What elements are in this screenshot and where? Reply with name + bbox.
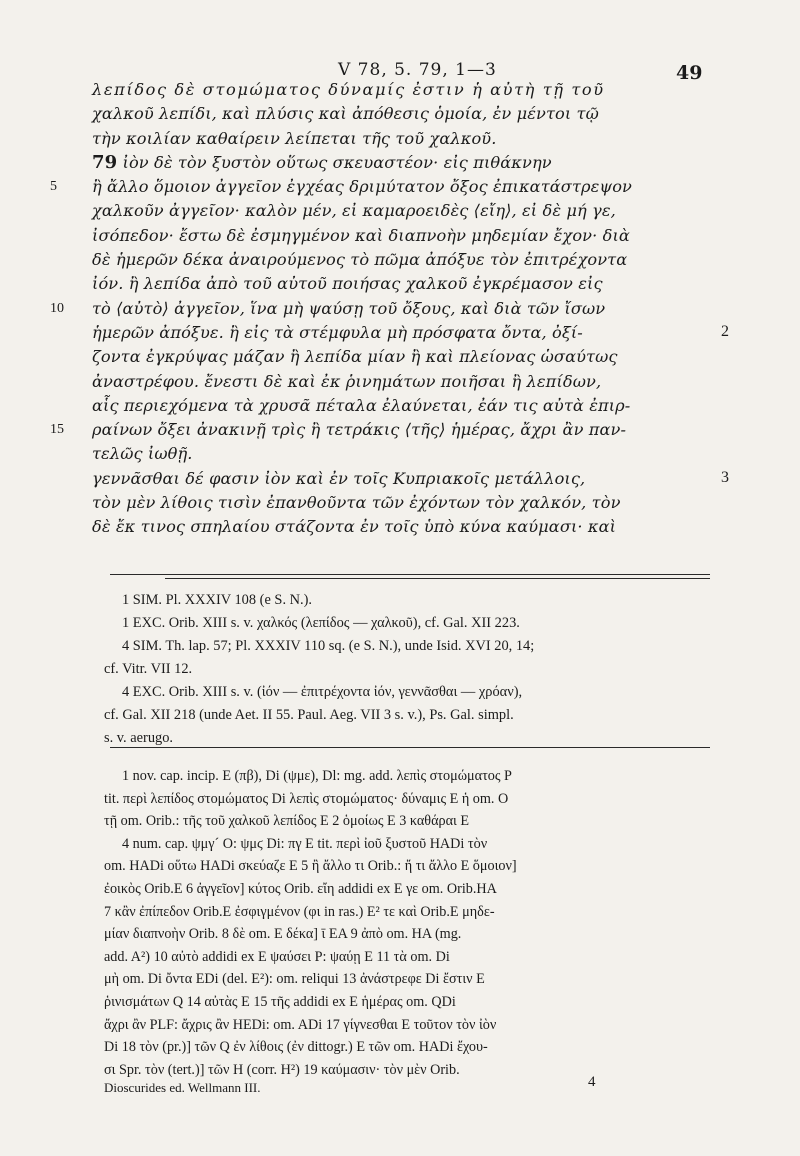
- text-line: [0, 321, 800, 345]
- greek-text: χαλκοῦ λεπίδι, καὶ πλύσις καὶ ἀπόθεσις ὁμοία, ἐν μέντοι τῷ: [92, 104, 599, 124]
- running-head: V 78, 5. 79, 1—3: [338, 60, 497, 80]
- greek-text: τὸ ⟨αὐτὸ⟩ ἀγγεῖον, ἵνα μὴ ψαύσῃ τοῦ ὄξους, καὶ διὰ τῶν ἴσων: [92, 298, 606, 318]
- greek-text: τὴν κοιλίαν καθαίρειν λείπεται τῆς τοῦ χαλκοῦ.: [92, 128, 497, 148]
- critical-apparatus: [104, 768, 724, 1084]
- greek-text: λεπίδος δὲ στομώματος δύναμίς ἐστιν ἡ αὐτὴ τῇ τοῦ: [92, 80, 605, 99]
- text-line: [0, 515, 800, 539]
- greek-text: γεννᾶσθαι δέ φασιν ἰὸν καὶ ἐν τοῖς Κυπριακοῖς μετάλλοις,: [92, 468, 586, 488]
- signature-line: Dioscurides ed. Wellmann III.: [104, 1080, 261, 1095]
- greek-text: ἰόν. ἢ λεπίδα ἀπὸ τοῦ αὐτοῦ ποιήσας χαλκοῦ ἐγκρέμασον εἰς: [92, 274, 603, 294]
- greek-text: δὲ ἔκ τινος σπηλαίου στάζοντα ἐν τοῖς ὑπὸ κύνα καύμασι· καὶ: [92, 517, 617, 537]
- signature-number: 4: [588, 1074, 596, 1090]
- margin-reference: 2: [721, 322, 729, 340]
- text-line: [0, 394, 800, 418]
- source-line: cf. Gal. XII 218 (unde Aet. II 55. Paul. Aeg. VII 3 s. v.), Ps. Gal. simpl.: [104, 707, 514, 723]
- sources-apparatus: [104, 592, 724, 753]
- text-line: [0, 102, 800, 126]
- greek-text: ραίνων ὄξει ἀνακινῇ τρὶς ἢ τετράκις ⟨τῆς⟩ ἡμέρας, ἄχρι ἂν παν-: [92, 420, 627, 440]
- greek-text: δὲ ἡμερῶν δέκα ἀναιρούμενος τὸ πῶμα ἀπόξυε τὸν ἐπιτρέχοντα: [92, 250, 628, 270]
- source-line: cf. Vitr. VII 12.: [104, 661, 193, 677]
- greek-text: ἡμερῶν ἀπόξυε. ἢ εἰς τὰ στέμφυλα μὴ πρόσφατα ὄντα, ὀξί-: [92, 322, 583, 342]
- apparatus-line: ἄχρι ἂν PLF: ἄχρις ἂν HEDi: om. ADi 17 γίγνεσθαι E τοῦτον τὸν ἰὸν: [104, 1016, 497, 1033]
- apparatus-line: 4 num. cap. ψμγ´ O: ψμϛ Di: πγ E tit. περὶ ἰοῦ ξυστοῦ HADi τὸν: [122, 835, 488, 852]
- text-line: [0, 442, 800, 466]
- separator-rule: [110, 747, 710, 748]
- text-line: [0, 345, 800, 369]
- greek-text-run: ἰὸν δὲ τὸν ξυστὸν οὕτως σκευαστέον· εἰς πιθάκνην: [117, 152, 552, 172]
- greek-text: χαλκοῦν ἀγγεῖον· καλὸν μέν, εἰ καμαροειδὲς ⟨εἴη⟩, εἰ δὲ μή γε,: [92, 201, 616, 221]
- text-line: [0, 127, 800, 151]
- separator-rule: [110, 574, 710, 575]
- greek-text: τὸν μὲν λίθοις τισὶν ἐπανθοῦντα τῶν ἐχόντων τὸν χαλκόν, τὸν: [92, 493, 621, 513]
- apparatus-line: ἐοικὸς Orib.E 6 ἀγγεῖον] κύτος Orib. εἴη addidi ex E γε om. Orib.HA: [104, 880, 497, 897]
- line-number: 5: [50, 179, 57, 195]
- apparatus-line: tit. περὶ λεπίδος στομώματος Di λεπὶς στομώματος· δύναμις E ἡ om. O: [104, 790, 509, 807]
- separator-rule: [165, 578, 710, 579]
- greek-text: τελῶς ἰωθῇ.: [92, 444, 193, 464]
- greek-text: ἀναστρέφου. ἔνεστι δὲ καὶ ἐκ ῥινημάτων ποιῆσαι ἢ λεπίδων,: [92, 371, 602, 391]
- section-number: 79: [92, 151, 118, 173]
- apparatus-line: σι Spr. τὸν (tert.)] τῶν H (corr. H²) 19 καύμασιν· τὸν μὲν Orib.: [104, 1061, 460, 1078]
- text-line: [0, 297, 800, 321]
- apparatus-line: ῥινισμάτων Q 14 αὐτὰς E 15 τῆς addidi ex E ἡμέρας om. QDi: [104, 993, 456, 1010]
- text-line: [0, 370, 800, 394]
- page-number: 49: [676, 62, 703, 84]
- greek-text: ζοντα ἐγκρύψας μάζαν ἢ λεπίδα μίαν ἢ καὶ πλείονας ὡσαύτως: [92, 347, 618, 367]
- text-line: [0, 199, 800, 223]
- margin-reference: 3: [721, 468, 729, 486]
- text-line: [0, 224, 800, 248]
- text-line: [0, 467, 800, 491]
- text-line: [0, 151, 800, 175]
- apparatus-line: om. HADi οὕτω HADi σκεύαζε E 5 ἢ ἄλλο τι Orib.: ἤ τι ἄλλο E ὅμοιον]: [104, 858, 517, 875]
- apparatus-line: μίαν διαπνοὴν Orib. 8 δὲ om. E δέκα] ῑ EA 9 ἀπὸ om. HA (mg.: [104, 926, 462, 943]
- greek-text: ἢ ἄλλο ὅμοιον ἀγγεῖον ἐγχέας δριμύτατον ὄξος ἐπικατάστρεψον: [92, 177, 632, 197]
- page-footer: [104, 1074, 724, 1100]
- apparatus-line: τῇ om. Orib.: τῆς τοῦ χαλκοῦ λεπίδος E 2 ὁμοίως E 3 καθάραι E: [104, 813, 470, 830]
- greek-text: αἷς περιεχόμενα τὰ χρυσᾶ πέταλα ἐλαύνεται, ἐάν τις αὐτὰ ἐπιρ-: [92, 395, 631, 415]
- text-line: [0, 78, 800, 102]
- text-line: [0, 418, 800, 442]
- text-line: [0, 248, 800, 272]
- line-number: 15: [50, 422, 64, 438]
- apparatus-line: Di 18 τὸν (pr.)] τῶν Q ἐν λίθοις (ἐν dittogr.) E τῶν om. HADi ἔχου-: [104, 1039, 488, 1056]
- source-line: 4 EXC. Orib. XIII s. v. (ἰόν — ἐπιτρέχοντα ἰόν, γεννᾶσθαι — χρόαν),: [122, 684, 523, 700]
- line-number: 10: [50, 300, 64, 316]
- apparatus-line: μὴ om. Di ὄντα EDi (del. E²): om. reliqui 13 ἀνάστρεφε Di ἔστιν E: [104, 971, 485, 988]
- apparatus-line: 7 κἂν ἐπίπεδον Orib.E ἐσφιγμένον (φι in ras.) E² τε καὶ Orib.E μηδε-: [104, 903, 495, 920]
- main-text: [0, 78, 800, 540]
- text-line: [0, 272, 800, 296]
- text-line: [0, 491, 800, 515]
- source-line: 1 SIM. Pl. XXXIV 108 (e S. N.).: [122, 592, 313, 608]
- greek-text: [92, 151, 714, 175]
- apparatus-line: add. A²) 10 αὐτὸ addidi ex E ψαύσει P: ψαύῃ E 11 τὰ om. Di: [104, 948, 450, 965]
- source-line: s. v. aerugo.: [104, 730, 174, 746]
- text-line: [0, 175, 800, 199]
- apparatus-line: 1 nov. cap. incip. E (πβ), Di (ψμε), Dl: mg. add. λεπὶς στομώματος P: [122, 768, 512, 784]
- greek-text: ἰσόπεδον· ἔστω δὲ ἐσμηγμένον καὶ διαπνοὴν μηδεμίαν ἔχον· διὰ: [92, 225, 630, 245]
- source-line: 1 EXC. Orib. XIII s. v. χαλκός (λεπίδος — χαλκοῦ), cf. Gal. XII 223.: [122, 615, 520, 631]
- source-line: 4 SIM. Th. lap. 57; Pl. XXXIV 110 sq. (e S. N.), unde Isid. XVI 20, 14;: [122, 638, 535, 654]
